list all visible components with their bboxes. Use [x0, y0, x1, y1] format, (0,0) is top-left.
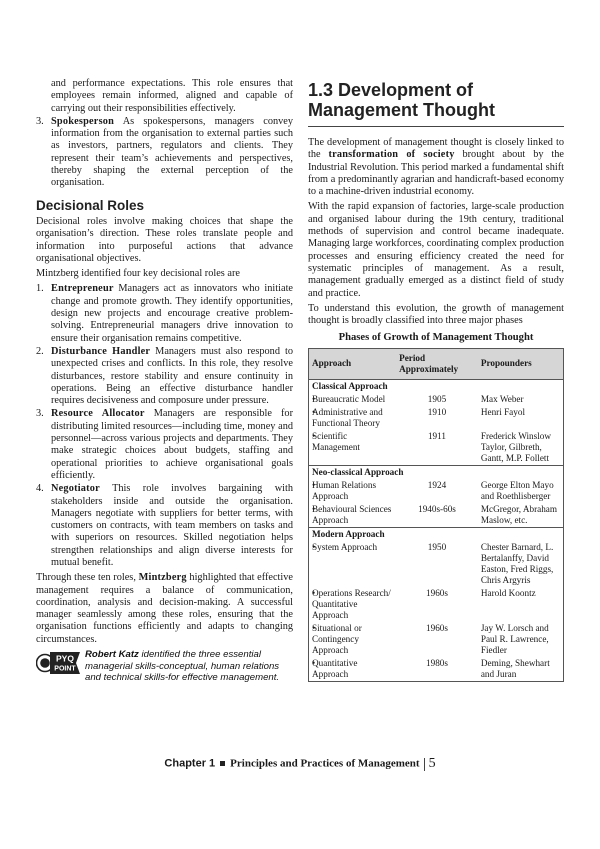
role-item [36, 408, 293, 482]
group-name: Modern Approach [309, 527, 564, 541]
cell-period: 1980s [426, 657, 448, 668]
continued-paragraph: and performance expectations. This role ensures that employees remain informed, aligned and capable of carrying out their responsibilities effectively. [51, 78, 293, 114]
cell-propounders: George Elton Mayo and Roethlisberger [480, 479, 554, 501]
table-header-row [309, 348, 564, 379]
cell-approach: • Behavioural Sciences Approach [309, 503, 397, 528]
cell-period: 1950 [427, 541, 447, 552]
right-column [308, 80, 564, 682]
table-row [309, 430, 564, 466]
cell-propounders: Henri Fayol [480, 406, 526, 417]
role-number: 4. [36, 483, 44, 495]
cell-propounders: Max Weber [480, 393, 524, 404]
footer-chapter: Chapter 1 [164, 757, 216, 770]
pyq-badge-bottom-text: POINT [54, 665, 76, 673]
role-number: 3. [36, 115, 44, 127]
cell-approach: • Bureaucratic Model [309, 393, 397, 406]
role-number: 3. [36, 408, 44, 420]
table-row [309, 587, 564, 622]
table-group-row [309, 465, 564, 479]
page-number: 5 [428, 756, 436, 771]
cell-approach: • Situational or Contingency Approach [309, 622, 397, 657]
role-description: Managers act as innovators who initiate change and promote growth. They identify opportunities, design new projects and encourage creative problem-solving. Entrepreneurial managers drive innovation to ensure their organisation remains competitive. [51, 283, 293, 344]
pyq-badge-top-text: PYQ [56, 653, 74, 664]
pyq-badge-icon [36, 649, 80, 677]
role-number: 1. [36, 283, 44, 295]
cell-period: 1960s [426, 587, 448, 598]
cell-propounders: Chester Barnard, L. Bertalanffy, David Easton, Fred Riggs, Chris Argyris [480, 541, 554, 585]
role-item [36, 346, 293, 407]
cell-approach: • Scientific Management [309, 430, 397, 466]
cell-period: 1960s [426, 622, 448, 633]
cell-period: 1910 [427, 406, 447, 417]
cell-propounders: Deming, Shewhart and Juran [480, 657, 550, 679]
cell-propounders: McGregor, Abraham Maslow, etc. [480, 503, 558, 525]
closing-post: highlighted that effective management requires a balance of communication, coordination, analysis and decision-making. A successful manager seamlessly among these roles, ensuring that the organisation functions efficiently and adapts to changing circumstances. [36, 572, 293, 645]
pyq-body: identified the three essential managerial skills-conceptual, human relations and technical skills-for effective management. [85, 649, 280, 684]
table-row [309, 541, 564, 587]
role-term: Resource Allocator [51, 408, 145, 420]
cell-period: 1905 [427, 393, 447, 404]
table-row [309, 622, 564, 657]
cell-period: 1924 [427, 479, 447, 490]
cell-period: 1940s-60s [418, 503, 456, 514]
cell-propounders: Jay W. Lorsch and Paul R. Lawrence, Fiedler [480, 622, 549, 655]
paragraph-3: To understand this evolution, the growth of management thought is broadly classified into three major phases [308, 302, 564, 327]
role-description: Managers must also respond to unexpected crises and conflicts. In this role, they resolve disturbances, restore stability and ensure continuity in operations. Being an effective disturbance handler requires decisiveness and composure under pressure. [51, 345, 293, 407]
cell-approach: • Quantitative Approach [309, 657, 397, 682]
section-heading: Decisional Roles [36, 197, 145, 213]
table-group-row [309, 527, 564, 541]
cell-period: 1911 [427, 430, 446, 441]
p1-pre: The development of management thought is closely linked to the [308, 137, 564, 161]
table-row [309, 393, 564, 406]
role-description: This role involves bargaining with stakeholders inside and outside the organisation. Managers negotiate with suppliers for better terms, with customers on contracts, with team members on tasks and with superiors on resources. Skilled negotiation helps strengthen relationships and align diverse interests for mutual benefit. [51, 483, 293, 568]
group-name: Classical Approach [312, 380, 388, 391]
role-term: Entrepreneur [51, 283, 114, 295]
role-item [36, 116, 293, 190]
cell-approach: • Human Relations Approach [309, 479, 397, 503]
decisional-role-list [36, 283, 293, 569]
p1-post: brought about by the Industrial Revolution. This period marked a fundamental shift from a predominantly agrarian and handicraft-based economy to a machine-driven industrial economy. [308, 149, 564, 198]
table-body [309, 379, 564, 681]
role-term: Spokesperson [51, 115, 115, 127]
role-term: Disturbance Handler [51, 345, 151, 357]
table-title: Phases of Growth of Management Thought [338, 332, 534, 344]
table-group-row [309, 379, 564, 393]
paragraph-1 [308, 137, 564, 198]
p1-term: transformation of society [328, 149, 455, 161]
group-name: Neo-classical Approach [309, 465, 564, 479]
table-row [309, 406, 564, 430]
footer-title: Principles and Practices of Management [230, 757, 420, 770]
header-approach: Approach [309, 348, 397, 379]
cell-approach: • Operations Research/ Quantitative Approach [309, 587, 397, 622]
pyq-name: Robert Katz [85, 649, 139, 661]
cell-approach: • Administrative and Functional Theory [309, 406, 397, 430]
management-thought-table [308, 348, 564, 682]
role-term: Negotiator [51, 483, 100, 495]
role-description: Managers are responsible for distributing limited resources—including time, money and personnel—across various projects and departments. They make strategic choices about budgets, staffing and operational priorities to achieve organisational goals efficiently. [51, 408, 293, 481]
cell-approach: • System Approach [309, 541, 397, 587]
pyq-text [85, 649, 293, 684]
section-title-text: Development of Management Thought [308, 80, 495, 120]
decisional-intro-paragraph: Decisional roles involve making choices that shape the organisation’s direction. These roles translate people and information into purposeful actions that advance organisational objectives. [36, 215, 293, 264]
pyq-point-box [36, 649, 293, 684]
interpersonal-role-list [36, 116, 293, 190]
role-item [36, 483, 293, 569]
paragraph-2: With the rapid expansion of factories, large-scale production and organised labour during the 19th century, traditional methods of supervision and control became inadequate. Managing large workforces, coordinating complex production processes and ensuring efficiency created the need for systematic principles of management. As a result, management gradually emerged as a distinct field of study and practice. [308, 201, 565, 299]
closing-term: Mintzberg [138, 572, 187, 584]
closing-paragraph [36, 572, 293, 646]
footer-square-icon [220, 761, 225, 766]
header-propounders: Propounders [478, 348, 564, 379]
closing-pre: Through these ten roles, [36, 572, 139, 584]
mintzberg-line: Mintzberg identified four key decisional roles are [36, 268, 240, 280]
role-number: 2. [36, 345, 44, 357]
table-row [309, 503, 564, 528]
role-description: As spokespersons, managers convey information from the organisation to external parties such as investors, partners, regulators and clients. They represent their team’s achievements and perspectives, thereby shaping the external perception of the organisation. [51, 115, 293, 189]
page-footer [0, 756, 600, 772]
footer-divider [424, 758, 425, 771]
section-number: 1.3 [308, 80, 334, 100]
left-column [36, 78, 293, 684]
table-row [309, 479, 564, 503]
role-item [36, 283, 293, 344]
cell-propounders: Frederick Winslow Taylor, Gilbreth, Gantt, M.P. Follett [480, 430, 551, 463]
title-divider [308, 126, 564, 127]
section-title [308, 80, 564, 120]
table-row [309, 657, 564, 682]
header-period: Period Approximately [396, 348, 478, 379]
cell-propounders: Harold Koontz [480, 587, 536, 598]
